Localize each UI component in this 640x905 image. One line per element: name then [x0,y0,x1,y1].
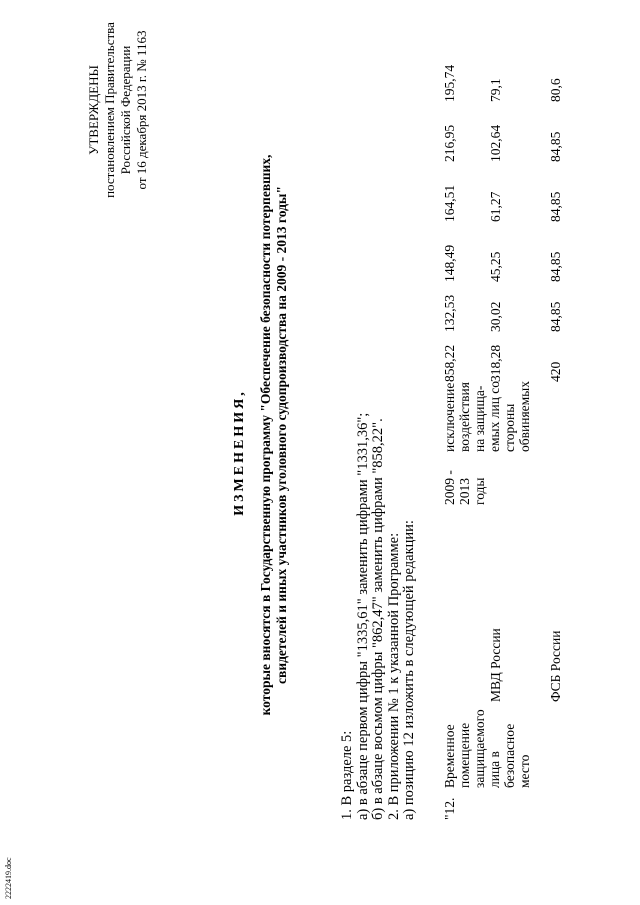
subtitle-line: которые вносятся в Государственную программу "Обеспечение безопасности потерпевших, [258,154,273,716]
document-body [340,413,418,820]
table-executor: ФСБ России [548,630,563,702]
table-cell: 148,49 [442,244,457,282]
table-cell: 79,1 [488,78,503,102]
table-item-name: Временное помещение защищаемого лица в безопасное место [442,709,532,788]
table-cell: 30,02 [488,301,503,332]
table-cell: 84,85 [548,251,563,282]
table-cell: 858,22 [442,344,457,382]
body-line: а) в абзаце первом цифры "1335,61" заменить цифрами "1331,36"; [354,412,371,820]
table-cell: 318,28 [488,344,503,382]
table-cell: 84,85 [548,191,563,222]
subtitle-line: свидетелей и иных участников уголовного судопроизводства на 2009 - 2013 годы" [274,186,289,684]
table-cell: 61,27 [488,191,503,222]
table-cell: 132,53 [442,294,457,332]
table-executor: МВД России [488,628,503,702]
body-line: а) позицию 12 изложить в следующей редакции: [401,520,417,820]
document-title: ИЗМЕНЕНИЯ, [232,389,247,516]
approval-line: УТВЕРЖДЕНЫ [86,65,101,155]
approval-line: постановлением Правительства [102,22,117,198]
table-cell: 420 [548,361,563,382]
body-line: 1. В разделе 5: [339,730,355,820]
table-expected-effect: исключение воздействия на защища- емых лиц со стороны обвиняемых [442,380,532,452]
table-item-number: "12. [442,797,457,820]
table-cell: 195,74 [442,64,457,102]
approval-stamp [86,15,150,205]
table-cell: 216,95 [442,124,457,162]
body-line: б) в абзаце восьмом цифры "862,47" заменить цифрами "858,22". [370,418,386,820]
approval-line: Российской Федерации [118,45,133,175]
table-cell: 45,25 [488,251,503,282]
document-subtitle [258,55,290,815]
table-cell: 164,51 [442,184,457,222]
approval-line: от 16 декабря 2013 г. № 1163 [134,30,149,190]
table-cell: 84,85 [548,301,563,332]
footer-filename: 2222419.doc [4,857,13,899]
table-cell: 80,6 [548,78,563,102]
table-cell: 84,85 [548,131,563,162]
table-period: 2009 - 2013 годы [442,470,487,505]
body-line: 2. В приложении № 1 к указанной Программе: [385,532,402,820]
table-cell: 102,64 [488,124,503,162]
